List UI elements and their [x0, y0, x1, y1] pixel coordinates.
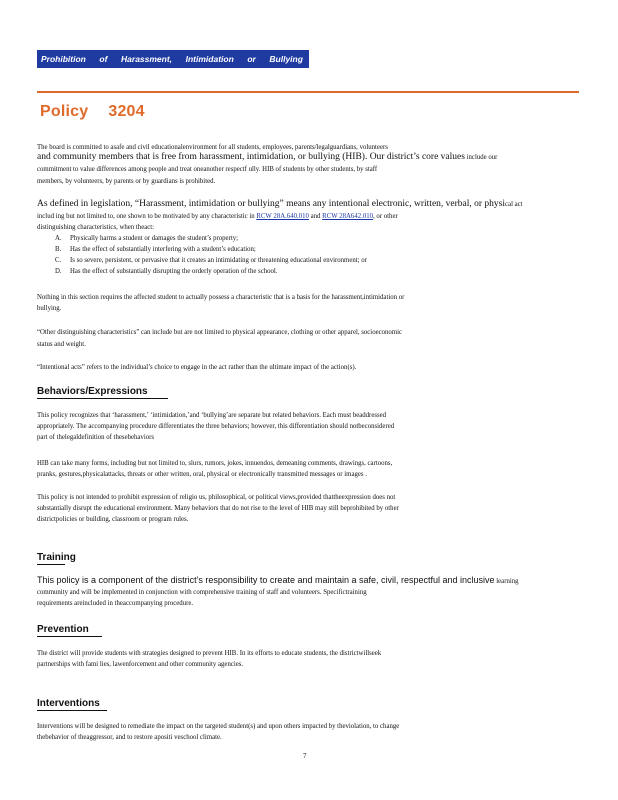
banner-word: or [247, 54, 256, 64]
definition-line-2-tail: , or other [373, 213, 398, 220]
banner-title [41, 52, 305, 66]
behaviors-p2-line-2: pranks, gestures,physicalattacks, threats or other written, oral, physical or electronically transmitted messages or images . [37, 471, 367, 478]
list-letter: B. [55, 246, 62, 253]
other-chars-line-1: “Other distinguishing characteristics” can include but are not limited to physical appearance, clothing or other apparel, socioeconomic [37, 329, 403, 336]
interventions-line-2: thebehavior of theaggressor, and to restore apositi veschool climate. [37, 734, 222, 741]
behaviors-p3-line-3: districtpolicies or building, classroom or program rules. [37, 516, 189, 523]
section-heading-interventions: Interventions [37, 698, 107, 711]
behaviors-p2-line-1: HIB can take many forms, including but not limited to, slurs, rumors, jokes, innuendos, demeaning comments, drawings, cartoons, [37, 460, 393, 467]
banner-word: Intimidation [185, 54, 234, 64]
banner-word: Bullying [269, 54, 303, 64]
other-chars-line-2: status and weight. [37, 341, 86, 348]
behaviors-p1-line-1: This policy recognizes that ‘harassment,’ ‘intimidation,’and ‘bullying’are separate but related behaviors. Each must beaddressed [37, 412, 387, 419]
intro-line-1: The board is committed to asafe and civil educationalenvironment for all students, employees, parents/legalguardians, volunteers [37, 144, 388, 151]
training-line-1-text: This policy is a component of the district’s responsibility to create and maintain a safe, civil, respectful and inclusive [37, 575, 495, 585]
header-divider [37, 91, 579, 93]
banner-word: Harassment, [121, 54, 173, 64]
definition-line-1-text: As defined in legislation, “Harassment, intimidation or bullying” means any intentional electronic, written, verbal, or physi [37, 199, 506, 209]
prevention-line-1: The district will provide students with strategies designed to prevent HIB. In its efforts to educate students, the districtwillseek [37, 650, 382, 657]
behaviors-p3-line-2: substantially disrupt the educational environment. Many behaviors that do not rise to the level of HIB may still beprohibited by other [37, 505, 399, 512]
list-item [55, 233, 367, 244]
policy-label: Policy [40, 103, 89, 120]
definition-line-3: distinguishing characteristics, when theact: [37, 224, 155, 231]
definition-line-1 [37, 199, 523, 210]
list-item [55, 266, 367, 277]
nothing-line-1: Nothing in this section requires the affected student to actually possess a characteristic that is a basis for the harassment,intimidation or [37, 294, 405, 301]
nothing-line-2: bullying. [37, 305, 62, 312]
intro-line-2-tail: include our [466, 154, 498, 161]
banner-word: Prohibition [41, 54, 86, 64]
list-letter: C. [55, 257, 62, 264]
definition-line-2-text: includ ing but not limited to, one shown to be motivated by any characteristic in [37, 213, 255, 220]
training-line-1-tail: learning [496, 578, 519, 585]
training-line-1 [37, 575, 519, 587]
definition-line-1-tail: cal act [505, 201, 523, 208]
page-number: 7 [303, 752, 307, 760]
list-text: Is so severe, persistent, or pervasive that it creates an intimidating or threatening educational environment; or [70, 257, 367, 264]
intro-line-4: members, by volunteers, by parents or by guardians is prohibited. [37, 178, 216, 185]
policy-number: 3204 [108, 103, 145, 120]
list-item [55, 255, 367, 266]
training-line-3: requirements areincluded in theaccompanying procedure. [37, 600, 194, 607]
definition-and: and [310, 213, 321, 220]
list-text: Has the effect of substantially disrupting the orderly operation of the school. [70, 268, 278, 275]
behaviors-p3-line-1: This policy is not intended to prohibit expression of religio us, philosophical, or political views,provided thattheexpression does not [37, 494, 396, 501]
definition-list [55, 233, 367, 277]
intro-line-2 [37, 152, 497, 163]
behaviors-p1-line-3: part of thelegaldefinition of thesebehaviors [37, 434, 155, 441]
training-line-2: community and will be implemented in conjunction with comprehensive training of staff and volunteers. Specifictraining [37, 589, 367, 596]
rcw-link-2[interactable]: RCW 28A642.010 [322, 213, 374, 220]
intro-line-3: commitment to value differences among people and treat oneanother respectf ully. HIB of students by other students, by staff [37, 166, 378, 173]
list-letter: A. [55, 235, 62, 242]
list-text: Has the effect of substantially interfering with a student’s education; [70, 246, 256, 253]
behaviors-p1-line-2: appropriately. The accompanying procedure differentiates the three behaviors; however, this differentiation should notbeconsidered [37, 423, 395, 430]
prevention-line-2: partnerships with fami lies, lawenforcement and other community agencies. [37, 661, 244, 668]
section-heading-prevention: Prevention [37, 624, 102, 637]
intentional-line-1: “Intentional acts” refers to the individual’s choice to engage in the act rather than the ultimate impact of the action(s). [37, 364, 357, 371]
list-text: Physically harms a student or damages the student’s property; [70, 235, 239, 242]
list-item [55, 244, 367, 255]
section-heading-training: Training [37, 552, 76, 563]
definition-line-2 [37, 211, 398, 222]
section-heading-behaviors: Behaviors/Expressions [37, 386, 168, 399]
policy-heading [40, 103, 165, 121]
rcw-link-1[interactable]: RCW 28A.640.010 [256, 213, 309, 220]
interventions-line-1: Interventions will be designed to remediate the impact on the targeted student(s) and upon others impacted by theviolation, to change [37, 723, 400, 730]
title-banner [37, 50, 309, 68]
intro-line-2-text: and community members that is free from harassment, intimidation, or bullying (HIB). Our district’s core values [37, 152, 465, 162]
banner-word: of [99, 54, 108, 64]
list-letter: D. [55, 268, 62, 275]
